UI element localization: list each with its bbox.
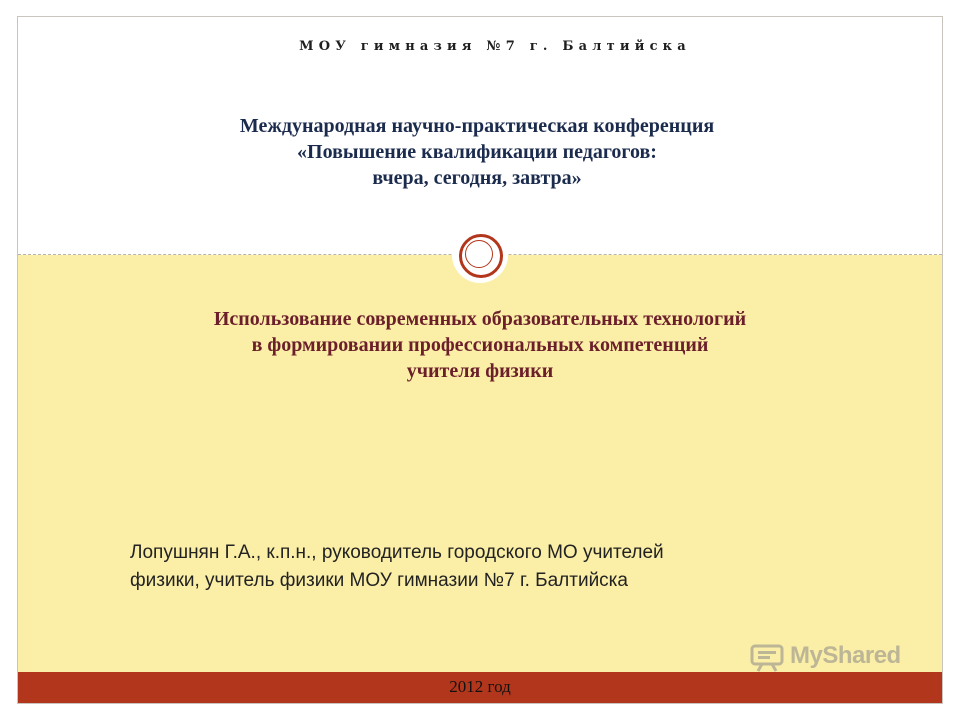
ring-ornament-inner bbox=[465, 240, 493, 268]
watermark-text: MyShared bbox=[790, 642, 901, 669]
presentation-topic bbox=[18, 306, 942, 384]
conference-line-1: Международная научно-практическая конференция bbox=[239, 115, 715, 137]
topic-line-1: Использование современных образовательных технологий bbox=[213, 308, 747, 330]
author-line-2: физики, учитель физики МОУ гимназии №7 г. Балтийска bbox=[130, 570, 628, 591]
slide bbox=[17, 16, 943, 704]
topic-line-3: учителя физики bbox=[406, 360, 554, 382]
conference-title bbox=[18, 113, 942, 191]
watermark bbox=[750, 642, 930, 676]
school-name: МОУ гимназия №7 г. Балтийска bbox=[299, 39, 691, 54]
presentation-board-icon bbox=[750, 644, 784, 672]
topic-line-2: в формировании профессиональных компетенций bbox=[251, 334, 709, 356]
conference-line-3: вчера, сегодня, завтра» bbox=[372, 167, 582, 189]
author-line-1: Лопушнян Г.А., к.п.н., руководитель городского МО учителей bbox=[130, 542, 664, 563]
conference-line-2: «Повышение квалификации педагогов: bbox=[297, 141, 657, 163]
author-info bbox=[130, 539, 870, 595]
year-label: 2012 год bbox=[449, 677, 511, 696]
